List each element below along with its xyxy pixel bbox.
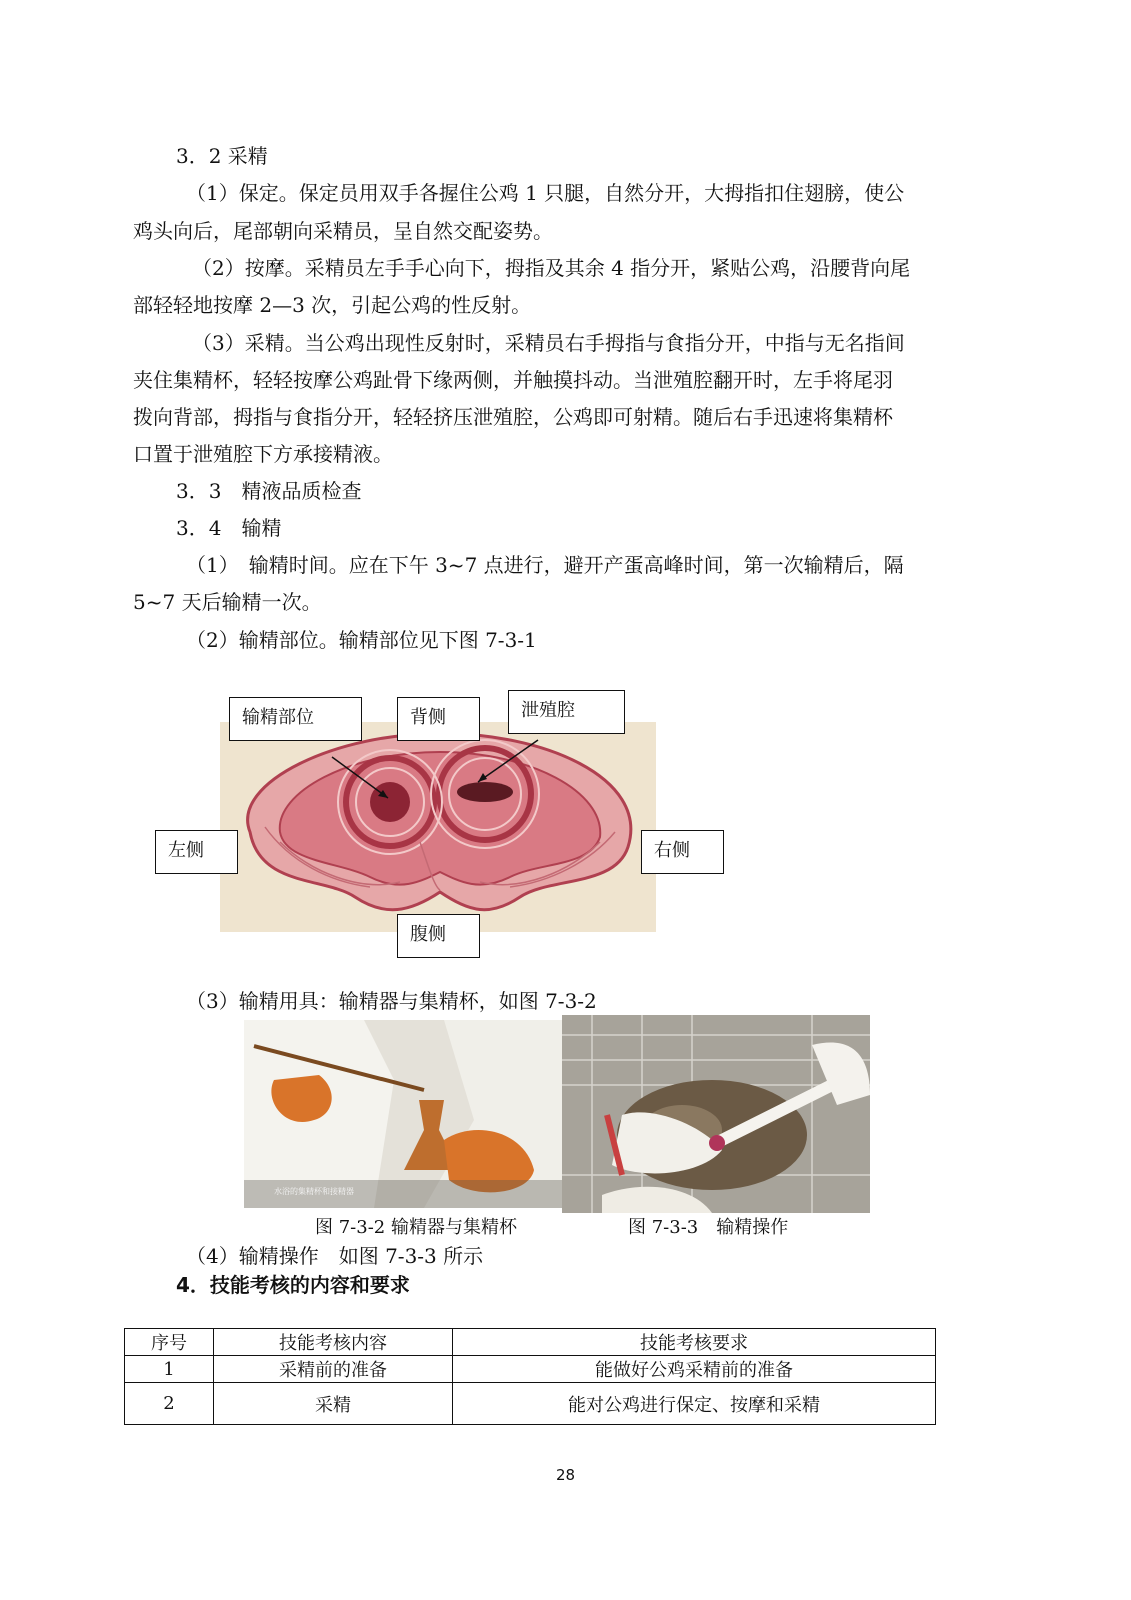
section-3-3-heading: 3．3 精液品质检查 bbox=[176, 479, 362, 503]
para-collect-line1: （3）采精。当公鸡出现性反射时，采精员右手拇指与食指分开，中指与无名指间 bbox=[192, 331, 905, 355]
photo-operation-graphic bbox=[562, 1015, 870, 1213]
label-right-side: 右侧 bbox=[641, 830, 724, 874]
label-ventral: 腹侧 bbox=[397, 914, 480, 958]
cloaca-illustration bbox=[220, 722, 656, 932]
para-timing-line1: （1） 输精时间。应在下午 3~7 点进行，避开产蛋高峰时间，第一次输精后，隔 bbox=[186, 553, 904, 577]
cell-requirement: 能做好公鸡采精前的准备 bbox=[453, 1356, 936, 1383]
para-collect-line2: 夹住集精杯，轻轻按摩公鸡趾骨下缘两侧，并触摸抖动。当泄殖腔翻开时，左手将尾羽 bbox=[133, 368, 893, 392]
label-insemination-site: 输精部位 bbox=[229, 697, 362, 741]
para-collect-line4: 口置于泄殖腔下方承接精液。 bbox=[133, 442, 393, 466]
caption-figure-7-3-2: 图 7-3-2 输精器与集精杯 bbox=[315, 1217, 517, 1238]
table-row bbox=[125, 1383, 936, 1425]
cell-content: 采精 bbox=[214, 1383, 453, 1425]
cell-index: 1 bbox=[125, 1356, 214, 1383]
label-cloaca: 泄殖腔 bbox=[508, 690, 625, 734]
para-timing-line2: 5~7 天后输精一次。 bbox=[133, 590, 322, 614]
para-site: （2）输精部位。输精部位见下图 7-3-1 bbox=[186, 628, 537, 652]
skill-assessment-table bbox=[124, 1328, 936, 1425]
table-header-row bbox=[125, 1329, 936, 1356]
header-index: 序号 bbox=[125, 1329, 214, 1356]
cell-requirement: 能对公鸡进行保定、按摩和采精 bbox=[453, 1383, 936, 1425]
label-dorsal: 背侧 bbox=[397, 697, 480, 741]
photo-insemination-operation bbox=[562, 1015, 870, 1213]
para-restraint-line2: 鸡头向后，尾部朝向采精员，呈自然交配姿势。 bbox=[133, 219, 553, 243]
para-collect-line3: 拨向背部，拇指与食指分开，轻轻挤压泄殖腔，公鸡即可射精。随后右手迅速将集精杯 bbox=[133, 405, 893, 429]
photo-inseminator-graphic bbox=[244, 1020, 562, 1208]
cloaca-diagram bbox=[220, 722, 656, 932]
para-operation: （4）输精操作 如图 7-3-3 所示 bbox=[186, 1244, 484, 1268]
section-3-2-heading: 3．2 采精 bbox=[176, 144, 268, 168]
para-restraint-line1: （1）保定。保定员用双手各握住公鸡 1 只腿，自然分开，大拇指扣住翅膀，使公 bbox=[186, 181, 905, 205]
section-4-heading: 4．技能考核的内容和要求 bbox=[176, 1273, 410, 1297]
page-number: 28 bbox=[555, 1466, 576, 1484]
header-content: 技能考核内容 bbox=[214, 1329, 453, 1356]
caption-figure-7-3-3: 图 7-3-3 输精操作 bbox=[628, 1217, 789, 1238]
para-massage-line2: 部轻轻地按摩 2—3 次，引起公鸡的性反射。 bbox=[133, 293, 532, 317]
table-row bbox=[125, 1356, 936, 1383]
cell-index: 2 bbox=[125, 1383, 214, 1425]
header-requirement: 技能考核要求 bbox=[453, 1329, 936, 1356]
photo-inseminator-text: 水浴的集精杯和接精器 bbox=[274, 1187, 354, 1196]
photo-inseminator-cup bbox=[244, 1020, 562, 1208]
label-left-side: 左侧 bbox=[155, 830, 238, 874]
para-tools: （3）输精用具：输精器与集精杯，如图 7-3-2 bbox=[186, 989, 597, 1013]
para-massage-line1: （2）按摩。采精员左手手心向下，拇指及其余 4 指分开，紧贴公鸡，沿腰背向尾 bbox=[192, 256, 911, 280]
section-3-4-heading: 3．4 输精 bbox=[176, 516, 282, 540]
cell-content: 采精前的准备 bbox=[214, 1356, 453, 1383]
